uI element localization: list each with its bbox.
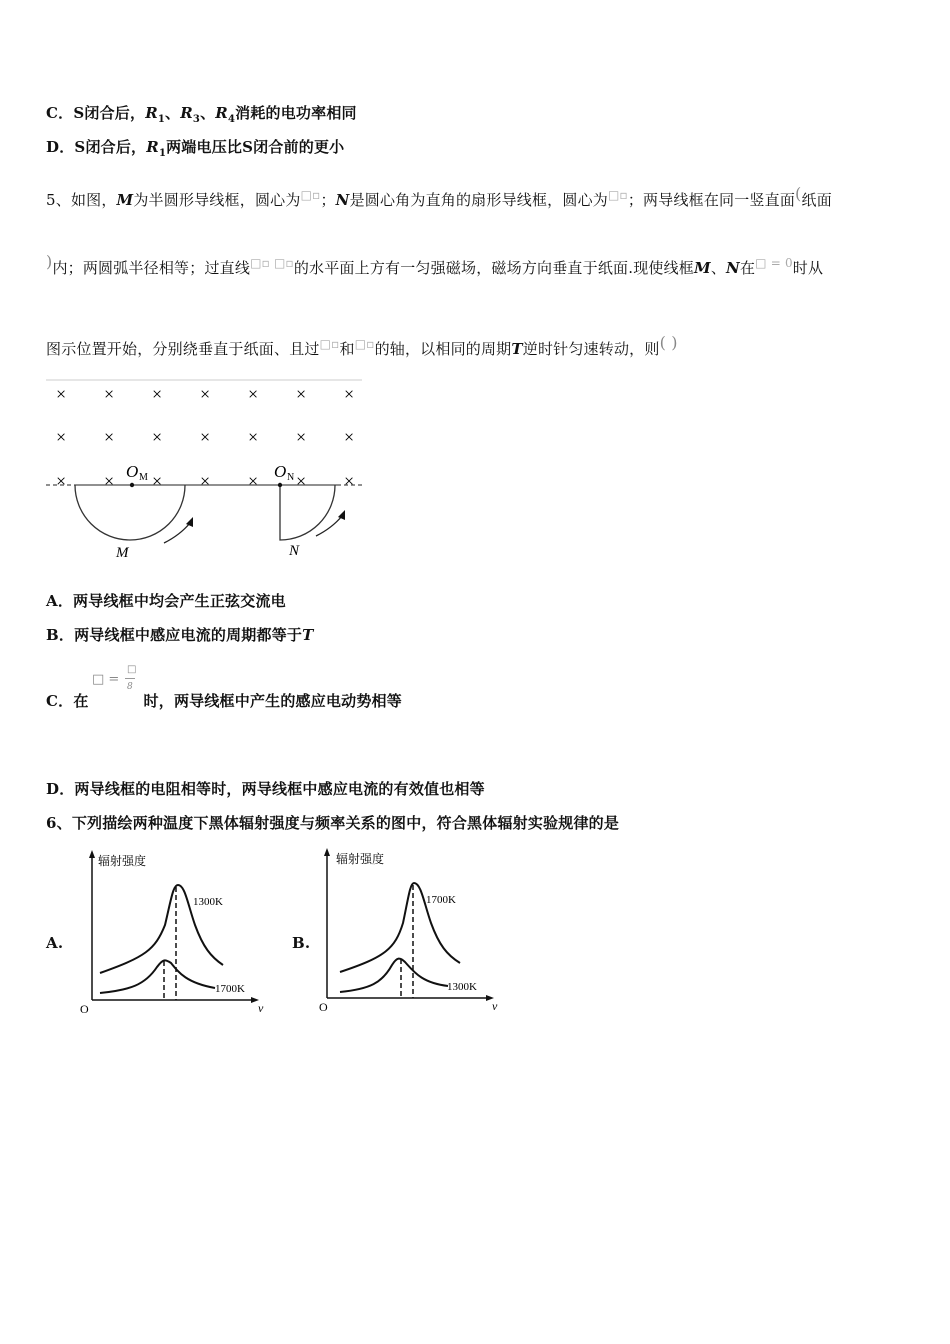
option-letter: B. xyxy=(292,934,311,952)
field-cross-icon: × xyxy=(104,384,115,404)
formula-numerator: □ xyxy=(127,664,137,675)
q5-option-a xyxy=(46,590,286,611)
field-cross-icon: × xyxy=(152,471,163,491)
rotation-arrow-n xyxy=(316,516,342,536)
sep: 、 xyxy=(200,104,216,122)
field-cross-icon: × xyxy=(104,471,115,491)
rotation-arrow-m xyxy=(164,523,190,543)
field-cross-icon: × xyxy=(248,427,259,447)
field-cross-icon: × xyxy=(296,471,307,491)
origin-label: O xyxy=(80,1002,89,1016)
formula-lhs: □ = xyxy=(92,672,120,687)
field-cross-icon: × xyxy=(152,384,163,404)
q6-stem xyxy=(46,812,619,833)
curve-low xyxy=(100,960,215,993)
text: 的轴，以相同的周期 xyxy=(374,340,512,358)
option-letter: D． xyxy=(46,780,75,798)
option-text: 两导线框中感应电流的周期都等于 xyxy=(74,626,303,644)
y-label: 辐射强度 xyxy=(336,852,385,866)
text: ； xyxy=(320,191,336,209)
var-n: N xyxy=(335,191,350,209)
text: S闭合后， xyxy=(73,104,146,122)
field-cross-icon: × xyxy=(104,427,115,447)
center-om xyxy=(130,483,134,487)
sub: 3 xyxy=(192,114,201,125)
field-cross-icon: × xyxy=(344,471,355,491)
graph-b xyxy=(310,845,510,1020)
text: 两端电压比S闭合前的更小 xyxy=(166,138,345,156)
curve-high-label: 1300K xyxy=(193,896,223,908)
y-arrow-icon xyxy=(324,848,330,856)
text: 逆时针匀速转动，则 xyxy=(522,340,660,358)
formula-placeholder: □▫ xyxy=(319,337,340,351)
var-n: N xyxy=(726,259,740,277)
var-t: T xyxy=(511,340,523,358)
fraction-bar xyxy=(125,678,135,679)
text: S闭合后， xyxy=(74,138,147,156)
field-cross-icon: × xyxy=(200,427,211,447)
curve-high-label: 1700K xyxy=(426,894,456,906)
field-cross-icon: × xyxy=(200,384,211,404)
var-m: M xyxy=(694,259,711,277)
sub: 1 xyxy=(157,114,166,125)
option-letter: D． xyxy=(46,138,75,156)
text: 5、如图， xyxy=(46,191,117,209)
question-text: 6、下列描绘两种温度下黑体辐射强度与频率关系的图中，符合黑体辐射实验规律的是 xyxy=(46,814,620,832)
field-cross-icon: × xyxy=(152,427,163,447)
curve-low-label: 1300K xyxy=(447,981,477,993)
q5-line2 xyxy=(46,252,823,278)
var-r: R xyxy=(180,104,193,122)
formula-denominator: 8 xyxy=(127,682,133,692)
formula-placeholder: □▫ xyxy=(607,188,628,202)
q5-option-d xyxy=(46,778,485,799)
formula-placeholder: □ = 0 xyxy=(755,256,793,270)
field-cross-icon: × xyxy=(296,427,307,447)
label-on-sub: N xyxy=(287,472,295,483)
answer-paren: ( ) xyxy=(659,333,678,352)
field-cross-icon: × xyxy=(296,384,307,404)
option-c-prev xyxy=(46,102,357,125)
q5-line3 xyxy=(46,333,678,359)
option-letter: A． xyxy=(46,592,74,610)
text: 的水平面上方有一匀强磁场，磁场方向垂直于纸面.现使线框 xyxy=(293,259,694,277)
text: 为半圆形导线框，圆心为 xyxy=(133,191,301,209)
text: 在 xyxy=(739,259,756,277)
text: 是圆心角为直角的扇形导线框，圆心为 xyxy=(349,191,608,209)
text: 和 xyxy=(339,340,355,358)
q6-option-b-letter xyxy=(292,934,310,952)
origin-label: O xyxy=(319,1000,328,1014)
q5-option-b xyxy=(46,624,313,645)
field-cross-icon: × xyxy=(56,384,67,404)
option-text: 两导线框中均会产生正弦交流电 xyxy=(73,592,286,610)
var-r: R xyxy=(146,138,159,156)
y-arrow-icon xyxy=(89,850,95,858)
y-label: 辐射强度 xyxy=(98,854,147,868)
field-cross-icon: × xyxy=(344,384,355,404)
x-label: ν xyxy=(258,1001,264,1015)
q6-option-a-letter xyxy=(46,934,63,952)
label-on: O xyxy=(274,462,287,481)
text: 时从 xyxy=(792,259,824,277)
text: 纸面 xyxy=(801,191,832,209)
label-m: M xyxy=(116,545,129,561)
var-t: T xyxy=(302,626,314,644)
formula-placeholder: □▫ xyxy=(354,337,375,351)
field-cross-icon: × xyxy=(344,427,355,447)
option-text: 两导线框的电阻相等时，两导线框中感应电流的有效值也相等 xyxy=(74,780,485,798)
var-m: M xyxy=(116,191,134,209)
label-n: N xyxy=(289,543,300,559)
text: 消耗的电功率相同 xyxy=(235,104,357,122)
label-om: O xyxy=(126,462,139,481)
q5-option-c xyxy=(46,690,402,711)
field-cross-icon: × xyxy=(248,384,259,404)
graph-a xyxy=(75,845,275,1020)
var-r: R xyxy=(215,104,228,122)
x-label: ν xyxy=(492,999,498,1013)
text: 图示位置开始，分别绕垂直于纸面、且过 xyxy=(46,340,320,358)
curve-low xyxy=(340,959,448,992)
field-cross-icon: × xyxy=(56,427,67,447)
sub: 1 xyxy=(158,148,167,159)
text: ；两导线框在同一竖直面 xyxy=(627,191,796,209)
semicircle-frame-m xyxy=(75,485,185,540)
formula-placeholder: □▫ xyxy=(300,188,321,202)
sub: 4 xyxy=(227,114,236,125)
option-text: 在 xyxy=(73,692,89,710)
paren: ) xyxy=(46,252,53,271)
option-d-prev xyxy=(46,136,344,159)
field-crosses xyxy=(56,384,354,491)
formula-placeholder: □▫ □▫ xyxy=(250,256,294,270)
label-om-sub: M xyxy=(139,472,148,483)
var-r: R xyxy=(145,104,158,122)
sep: 、 xyxy=(165,104,181,122)
option-letter: C． xyxy=(46,104,74,122)
sector-frame-n xyxy=(280,485,335,540)
option-text: 时，两导线框中产生的感应电动势相等 xyxy=(143,692,402,710)
option-letter: A. xyxy=(46,934,64,952)
option-letter: C． xyxy=(46,692,74,710)
text: 内；两圆弧半径相等；过直线 xyxy=(52,259,251,277)
field-cross-icon: × xyxy=(200,471,211,491)
field-cross-icon: × xyxy=(56,471,67,491)
text: 、 xyxy=(710,259,727,277)
option-letter: B． xyxy=(46,626,75,644)
field-cross-icon: × xyxy=(248,471,259,491)
q5-line1 xyxy=(46,184,832,210)
curve-low-label: 1700K xyxy=(215,983,245,995)
magnetic-field-figure xyxy=(40,370,370,570)
paren: ( xyxy=(795,184,802,203)
center-on xyxy=(278,483,282,487)
